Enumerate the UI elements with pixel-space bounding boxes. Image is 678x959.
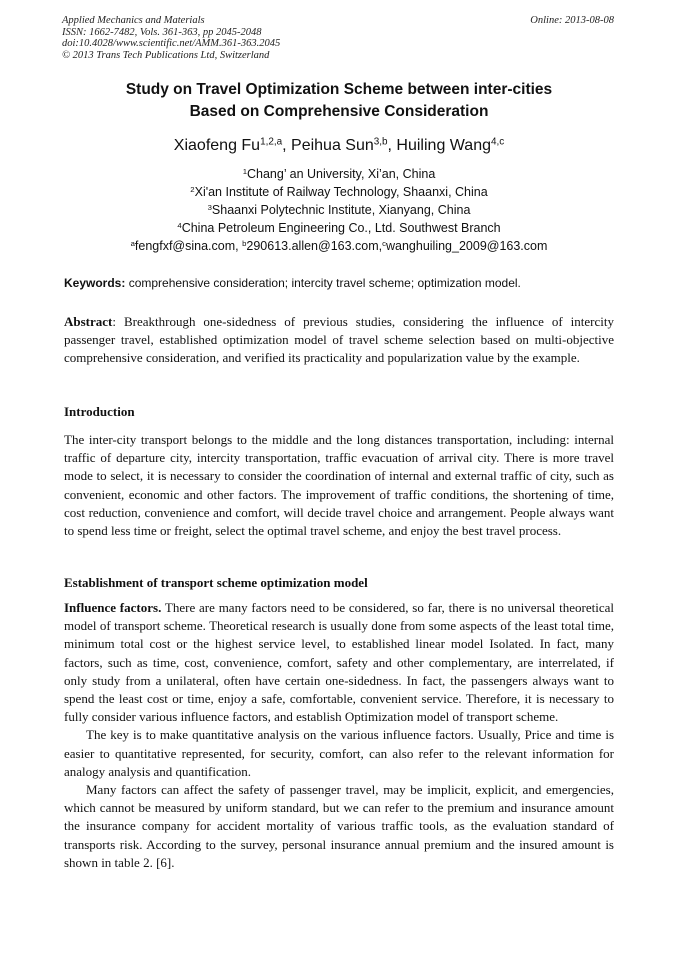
email-mark: b — [242, 238, 247, 248]
affiliation-line — [40, 201, 638, 219]
introduction-heading: Introduction — [64, 404, 135, 419]
affiliation-mark: 1 — [242, 166, 247, 176]
author-name: Huiling Wang — [396, 137, 491, 154]
journal-name: Applied Mechanics and Materials — [62, 15, 205, 26]
email-line — [40, 237, 638, 255]
abstract-label: Abstract — [64, 314, 113, 329]
keywords-section — [64, 275, 616, 291]
affiliation-mark: 2 — [190, 184, 195, 194]
author-separator: , — [387, 137, 397, 154]
affiliation-list — [40, 165, 638, 255]
author-name: Peihua Sun — [291, 137, 374, 154]
author-list — [40, 136, 638, 156]
influence-factors-label: Influence factors. — [64, 600, 162, 615]
abstract-text: : Breakthrough one-sidedness of previous studies, considering the influence of intercity passenger travel, established optimization model of travel scheme selection based on multi-objective comprehensive consideration, and verified its practicality and popularization value by the example. — [64, 314, 614, 366]
author-separator: , — [282, 137, 292, 154]
publication-info — [62, 15, 280, 61]
abstract-section — [64, 313, 614, 368]
affiliation-line — [40, 219, 638, 237]
paper-title — [40, 79, 638, 123]
email-address[interactable]: 290613.allen@163.com, — [246, 239, 383, 253]
doi-line: doi:10.4028/www.scientific.net/AMM.361-363.2045 — [62, 38, 281, 49]
keywords-label: Keywords: — [64, 276, 126, 290]
affiliation-line — [40, 165, 638, 183]
quantitative-analysis-paragraph: The key is to make quantitative analysis on the various influence factors. Usually, Price and time is easier to quantitative represented, for security, comfort, can also refer to the relevant information for analogy analysis and quantification. — [64, 727, 614, 779]
keywords-text: comprehensive consideration; intercity travel scheme; optimization model. — [125, 276, 521, 290]
affiliation-text: China Petroleum Engineering Co., Ltd. Southwest Branch — [181, 221, 501, 235]
copyright-line: © 2013 Trans Tech Publications Ltd, Switzerland — [62, 49, 270, 61]
establishment-heading: Establishment of transport scheme optimization model — [64, 575, 368, 590]
email-address[interactable]: wanghuiling_2009@163.com — [385, 239, 548, 253]
author-affiliation-mark: 4,c — [490, 136, 505, 148]
online-date: Online: 2013-08-08 — [530, 15, 614, 26]
email-address[interactable]: fengfxf@sina.com, — [134, 239, 243, 253]
affiliation-text: Xi'an Institute of Railway Technology, Shaanxi, China — [194, 185, 488, 199]
affiliation-line — [40, 183, 638, 201]
safety-paragraph: Many factors can affect the safety of passenger travel, may be implicit, explicit, and emergencies, which cannot be measured by uniform standard, but we can refer to the premium and insurance amount the insurance company for accident mortality of various traffic tools, as the evaluation standard of transports risk. According to the survey, personal insurance annual premium and the insured amount is shown in table 2. [6]. — [64, 782, 614, 870]
affiliation-mark: 3 — [207, 202, 212, 212]
email-mark: c — [382, 238, 386, 248]
title-line-2: Based on Comprehensive Consideration — [189, 103, 489, 120]
email-mark: a — [130, 238, 135, 248]
establishment-body — [64, 599, 614, 872]
affiliation-mark: 4 — [177, 220, 182, 230]
author-affiliation-mark: 3,b — [373, 136, 388, 148]
introduction-body — [64, 431, 614, 540]
issn-line: ISSN: 1662-7482, Vols. 361-363, pp 2045-2048 — [62, 26, 262, 38]
affiliation-text: Shaanxi Polytechnic Institute, Xianyang, China — [211, 203, 471, 217]
introduction-paragraph: The inter-city transport belongs to the middle and the long distances transportation, including: internal traffic of departure city, intercity transportation, traffic evacuation of arrival city. There is more travel mode to select, it is necessary to consider the coordination of internal and external traffic of city, such as convenient, economic and other factors. The improvement of traffic conditions, the shortening of time, cost reduction, convenience and comfort, will decide travel choice and arrangement. People always want to spend less time or freight, select the optimal travel scheme, and enjoy the best travel process. — [64, 432, 614, 539]
author-affiliation-mark: 1,2,a — [260, 136, 283, 148]
title-line-1: Study on Travel Optimization Scheme between inter-cities — [125, 81, 553, 98]
affiliation-text: Chang’ an University, Xi’an, China — [247, 167, 436, 181]
author-name: Xiaofeng Fu — [173, 137, 261, 154]
influence-factors-text: There are many factors need to be considered, so far, there is no universal theoretical model of transport scheme. Theoretical research is usually done from some aspects of the least total time, minimum total cost or the highest service level, to established linear model Isolated. In fact, many factors, such as time, cost, convenience, comfort, safety and other complementary, are interrelated, if only study from a unilateral, often have certain one-sidedness. In fact, the passengers always want to spend the least cost or time, enjoy a safe, comfortable, convenient service. Therefore, it is necessary to fully consider various influence factors, and establish Optimization model of transport scheme. — [64, 600, 614, 725]
influence-factors-paragraph — [64, 599, 614, 726]
